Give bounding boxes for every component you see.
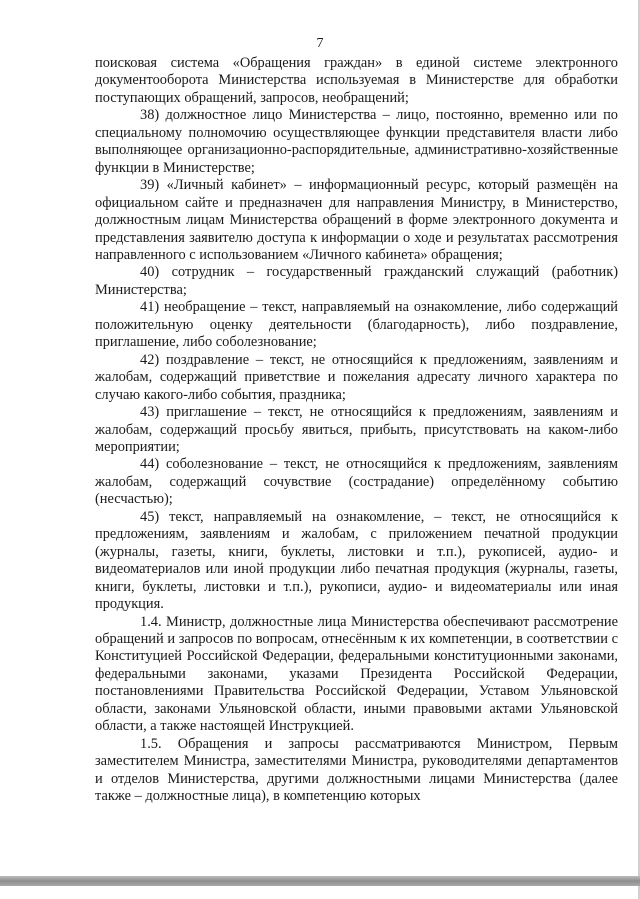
paragraph-item-40: 40) сотрудник – государственный гражданский служащий (работник) Министерства; [95, 264, 618, 298]
paragraph-item-39: 39) «Личный кабинет» – информационный ресурс, который размещён на официальном сайте и предназначен для направления Министру, в Министерство, должностным лицам Министерства обращений в форме электронного документа и представления заявителю доступа к информации о ходе и результатах рассмотрения направленного с использованием «Личного кабинета» обращения; [95, 177, 618, 263]
paragraph-item-38: 38) должностное лицо Министерства – лицо, постоянно, временно или по специальному полномочию осуществляющее функции представителя власти либо выполняющее организационно-распорядительные, административно-хозяйственные функции в Министерстве; [95, 107, 618, 176]
paragraph-search-system: поисковая система «Обращения граждан» в единой системе электронного документооборота Министерства используемая в Министерстве для обработки поступающих обращений, запросов, необращений; [95, 55, 618, 106]
paragraph-section-1-5: 1.5. Обращения и запросы рассматриваются Министром, Первым заместителем Министра, заместителями Министра, руководителями департаментов и отделов Министерства, другими должностными лицами Министерства (далее также – должностные лица), в компетенцию которых [95, 735, 618, 805]
paragraph-section-1-4: 1.4. Министр, должностные лица Министерства обеспечивают рассмотрение обращений и запросов по вопросам, отнесённым к их компетенции, в соответствии с Конституцией Российской Федерации, федеральными конституционными законами, федеральными законами, указами Президента Российской Федерации, постановлениями Правительства Российской Федерации, Уставом Ульяновской области, законами Ульяновской области, иными правовыми актами Ульяновской области, а также настоящей Инструкцией. [95, 613, 618, 735]
page-number: 7 [316, 36, 324, 51]
paragraph-item-41: 41) необращение – текст, направляемый на ознакомление, либо содержащий положительную оценку деятельности (благодарность), либо поздравление, приглашение, либо соболезнование; [95, 299, 618, 351]
scan-bottom-bar [0, 876, 640, 886]
document-body [95, 55, 618, 805]
paragraph-item-43: 43) приглашение – текст, не относящийся к предложениям, заявлениям и жалобам, содержащий просьбу явиться, прибыть, присутствовать на каком-либо мероприятии; [95, 404, 618, 455]
paragraph-item-44: 44) соболезнование – текст, не относящийся к предложениям, заявлениям жалобам, содержащий сочувствие (сострадание) определённому событию (несчастью); [95, 456, 618, 508]
paragraph-item-42: 42) поздравление – текст, не относящийся к предложениям, заявлениям и жалобам, содержащий приветствие и пожелания адресату личного характера по случаю какого-либо события, праздника; [95, 351, 618, 403]
paragraph-item-45: 45) текст, направляемый на ознакомление, – текст, не относящийся к предложениям, заявлениям и жалобам, с приложением печатной продукции (журналы, газеты, книги, буклеты, листовки и т.п.), рукописей, аудио- и видеоматериалов или иной продукции либо печатная продукция (журналы, газеты, книги, буклеты, листовки и т.п.), рукописи, аудио- и видеоматериалы или иная продукция. [95, 508, 618, 613]
